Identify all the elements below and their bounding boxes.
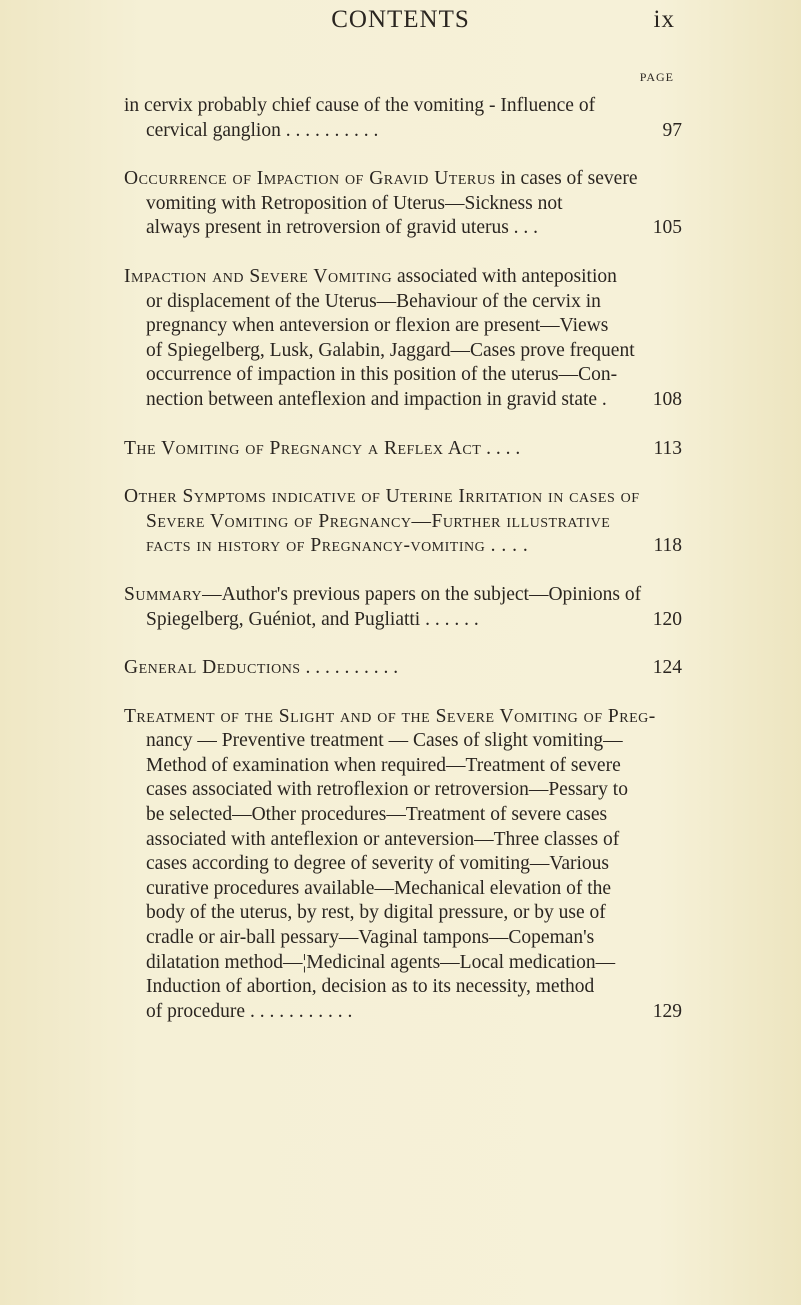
toc-entry-line: in cervix probably chief cause of the vomiting - Influence of: [124, 95, 596, 116]
toc-entry-heading: General Deductions: [124, 657, 301, 679]
toc-entry-line: or displacement of the Uterus—Behaviour of the cervix in: [146, 290, 601, 312]
toc-entry-line: always present in retroversion of gravid uterus . . .: [146, 217, 539, 239]
toc-page-number: 97: [662, 119, 682, 141]
toc-entry: [124, 656, 682, 681]
page-column-label: PAGE: [639, 70, 674, 84]
toc-entry: [124, 265, 682, 413]
toc-entry-line: be selected—Other procedures—Treatment of severe cases: [146, 804, 608, 826]
toc-page-number: 113: [653, 437, 682, 459]
toc-entry-line: cases associated with retroflexion or retroversion—Pessary to: [146, 779, 628, 801]
table-of-contents: [124, 94, 682, 1024]
toc-entry-heading: Other Symptoms indicative of Uterine Irritation in cases of: [124, 486, 640, 508]
toc-entry-line: Induction of abortion, decision as to its necessity, method: [146, 976, 595, 998]
toc-page-number: 105: [652, 217, 682, 239]
toc-page-number: 129: [652, 1000, 682, 1022]
toc-entry-line: associated with anteposition: [392, 265, 617, 287]
running-head-title: CONTENTS: [331, 6, 470, 33]
toc-entry-heading: Treatment of the Slight and of the Severe Vomiting of Preg-: [124, 705, 656, 727]
toc-entry-line: . . . .: [481, 437, 521, 459]
toc-page-number: 124: [652, 657, 682, 679]
toc-entry-line: associated with anteflexion or anteversion—Three classes of: [146, 828, 620, 850]
toc-entry-line: cervical ganglion . . . . . . . . . .: [146, 119, 379, 141]
toc-entry-line: Spiegelberg, Guéniot, and Pugliatti . . . . . .: [146, 608, 479, 630]
toc-entry: [124, 437, 682, 462]
toc-entry-line: nection between anteflexion and impaction in gravid state .: [146, 388, 607, 410]
toc-entry-line: in cases of severe: [495, 168, 638, 190]
toc-entry-line: of procedure . . . . . . . . . . .: [146, 1000, 353, 1022]
toc-entry-line: Method of examination when required—Treatment of severe: [146, 754, 621, 776]
toc-entry-heading: Summary: [124, 583, 203, 605]
toc-entry-line: vomiting with Retroposition of Uterus—Sickness not: [146, 192, 563, 214]
toc-entry-line: nancy — Preventive treatment — Cases of slight vomiting—: [146, 730, 623, 752]
toc-entry-line: pregnancy when anteversion or flexion are present—Views: [146, 315, 609, 337]
toc-entry-line: curative procedures available—Mechanical elevation of the: [146, 877, 612, 899]
toc-entry-heading: Occurrence of Impaction of Gravid Uterus: [124, 168, 496, 190]
toc-entry-line: . . . . . . . . . .: [300, 657, 399, 679]
running-head: [0, 6, 801, 46]
toc-entry-line: facts in history of Pregnancy-vomiting . . . .: [146, 535, 529, 557]
toc-entry-line: body of the uterus, by rest, by digital pressure, or by use of: [146, 902, 606, 924]
toc-entry-line: of Spiegelberg, Lusk, Galabin, Jaggard—Cases prove frequent: [146, 339, 635, 361]
toc-entry: [124, 705, 682, 1025]
toc-page-number: 118: [653, 535, 682, 557]
toc-entry-line: cases according to degree of severity of vomiting—Various: [146, 853, 609, 875]
toc-entry: [124, 583, 682, 632]
toc-entry-line: occurrence of impaction in this position of the uterus—Con-: [146, 364, 618, 386]
toc-entry: [124, 485, 682, 559]
toc-page-number: 108: [652, 388, 682, 410]
toc-entry-line: cradle or air-ball pessary—Vaginal tampons—Copeman's: [146, 927, 595, 949]
toc-entry-line: —Author's previous papers on the subject—Opinions of: [202, 583, 642, 605]
toc-entry-heading: The Vomiting of Pregnancy a Reflex Act: [124, 437, 482, 459]
toc-entry-line: Severe Vomiting of Pregnancy—Further illustrative: [146, 510, 611, 532]
page-folio: ix: [653, 6, 675, 33]
toc-page-number: 120: [652, 608, 682, 630]
toc-entry: [124, 94, 682, 143]
toc-entry-line: dilatation method—¦Medicinal agents—Local medication—: [146, 951, 616, 973]
toc-entry-heading: Impaction and Severe Vomiting: [124, 265, 393, 287]
toc-entry: [124, 167, 682, 241]
